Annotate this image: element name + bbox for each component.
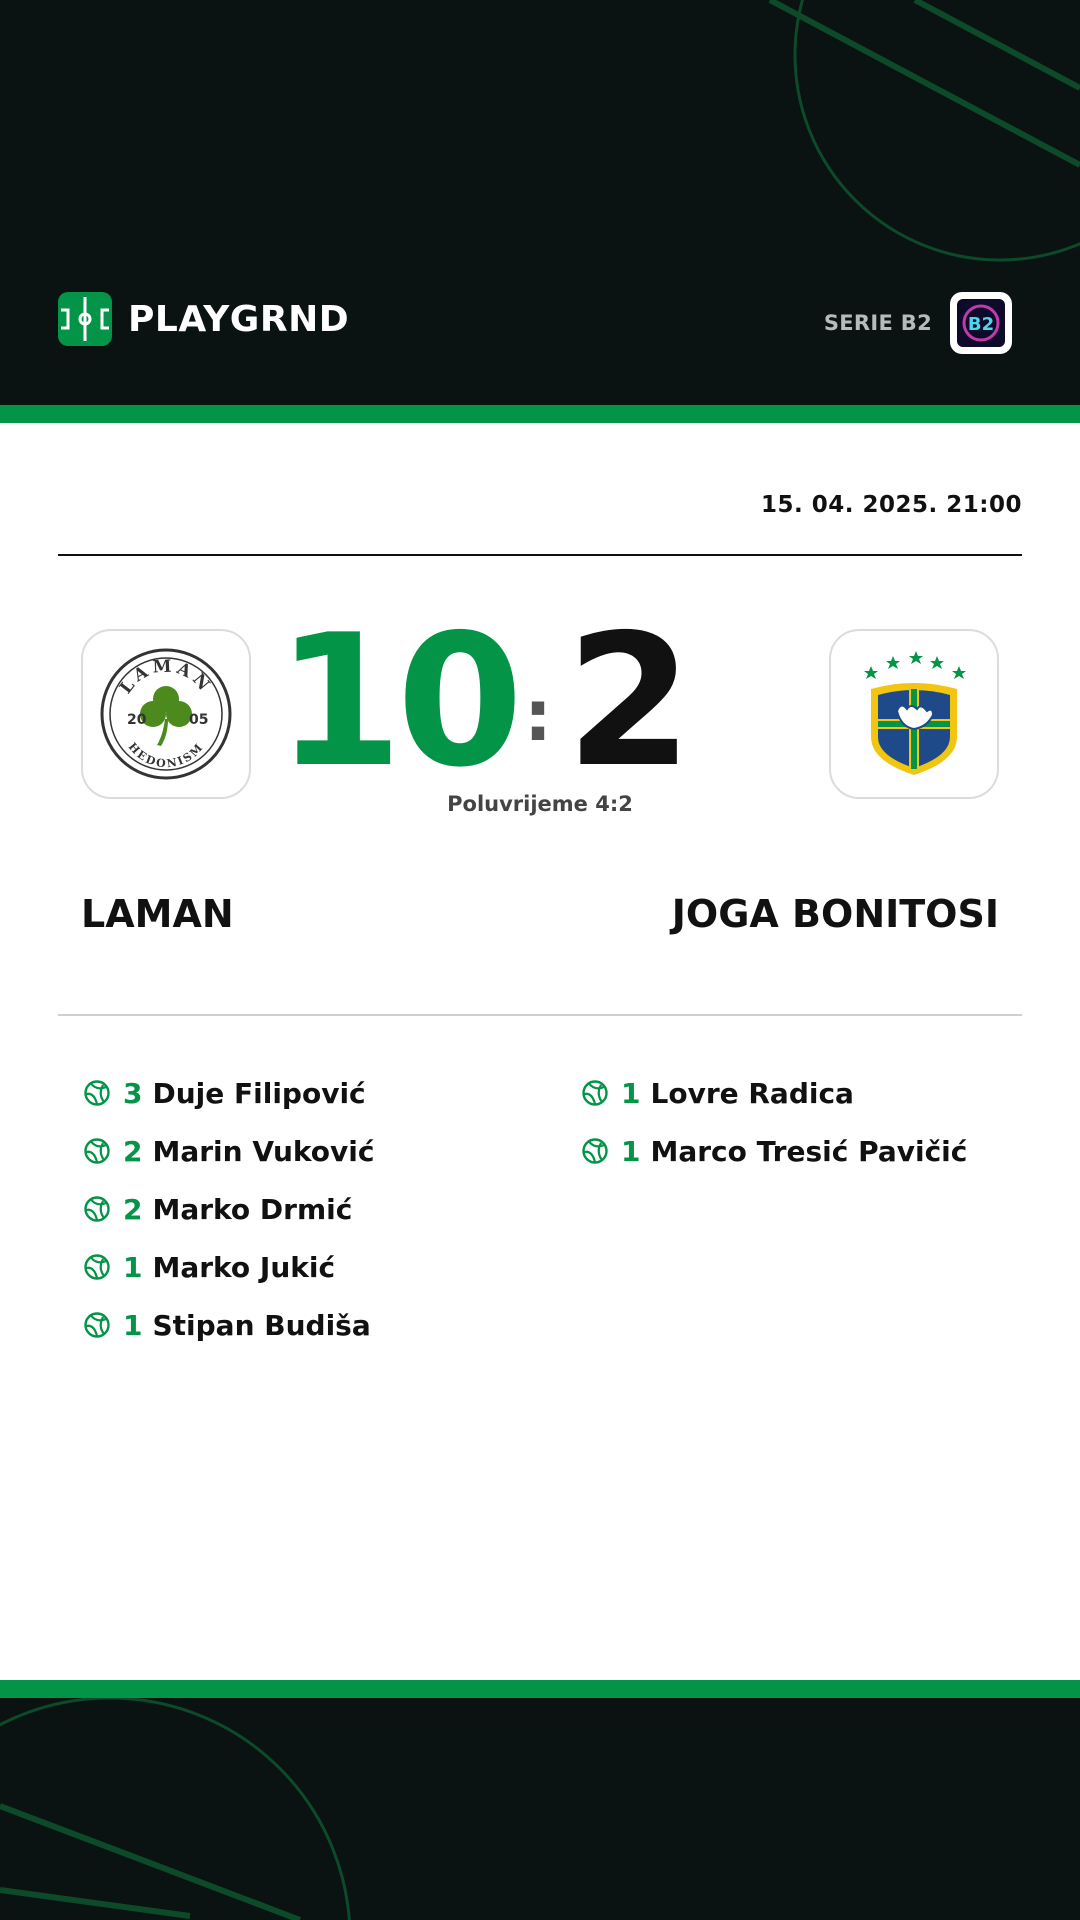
- home-crest[interactable]: [81, 629, 251, 799]
- ball-icon: [581, 1079, 609, 1107]
- header-stripe: [0, 405, 1080, 423]
- goal-count: 3: [123, 1076, 143, 1110]
- ball-icon: [83, 1253, 111, 1281]
- league-badge-text: B2: [967, 314, 995, 335]
- scorer-row: [83, 1296, 375, 1354]
- ball-icon: [83, 1195, 111, 1223]
- match-datetime: 15. 04. 2025. 21:00: [761, 492, 1022, 518]
- header-band: [0, 0, 1080, 405]
- ball-icon: [83, 1079, 111, 1107]
- player-name: Stipan Budiša: [152, 1308, 371, 1342]
- scorer-row: [83, 1064, 375, 1122]
- score-separator: :: [524, 675, 552, 757]
- scorer-row: [83, 1238, 375, 1296]
- scorer-row: [83, 1122, 375, 1180]
- ball-icon: [581, 1137, 609, 1165]
- player-name: Marko Jukić: [152, 1250, 336, 1284]
- league-badge: [950, 292, 1012, 354]
- away-team-name: JOGA BONITOSI: [671, 892, 999, 936]
- away-score: 2: [566, 595, 693, 807]
- stars-icon: [864, 651, 966, 679]
- player-name: Lovre Radica: [650, 1076, 854, 1110]
- ball-icon: [83, 1137, 111, 1165]
- away-crest-logo: [859, 649, 969, 779]
- home-score: 10: [276, 595, 518, 807]
- goal-count: 2: [123, 1134, 143, 1168]
- player-name: Marko Drmić: [152, 1192, 353, 1226]
- divider: [58, 554, 1022, 556]
- player-name: Marin Vuković: [152, 1134, 375, 1168]
- home-team-name: LAMAN: [81, 892, 234, 936]
- home-scorers: [83, 1064, 375, 1354]
- scorer-row: [581, 1122, 967, 1180]
- home-crest-logo: [99, 647, 233, 781]
- footer-band: [0, 1698, 1080, 1920]
- crest-bottom-text: HEDONISM: [125, 740, 207, 771]
- scorer-row: [581, 1064, 967, 1122]
- divider: [58, 1014, 1022, 1016]
- ball-icon: [83, 1311, 111, 1339]
- goal-count: 1: [621, 1134, 641, 1168]
- crest-year-right: 05: [189, 712, 209, 728]
- pitch-icon: [58, 292, 112, 346]
- away-scorers: [581, 1064, 967, 1180]
- league-logo-icon: [957, 299, 1005, 347]
- brand-name: PLAYGRND: [128, 298, 350, 340]
- goal-count: 1: [123, 1308, 143, 1342]
- league[interactable]: [824, 292, 1012, 354]
- goal-count: 1: [123, 1250, 143, 1284]
- footer-stripe: [0, 1680, 1080, 1698]
- crest-year-left: 20: [127, 712, 147, 728]
- goal-count: 1: [621, 1076, 641, 1110]
- player-name: Marco Tresić Pavičić: [650, 1134, 968, 1168]
- crest-top-text: LAMAN: [115, 656, 216, 698]
- footer-decoration: [0, 1698, 1080, 1920]
- scorer-row: [83, 1180, 375, 1238]
- brand[interactable]: [58, 292, 349, 346]
- goal-count: 2: [123, 1192, 143, 1226]
- away-crest[interactable]: [829, 629, 999, 799]
- player-name: Duje Filipović: [152, 1076, 366, 1110]
- league-name: SERIE B2: [823, 311, 932, 335]
- halftime-score: Poluvrijeme 4:2: [447, 792, 633, 816]
